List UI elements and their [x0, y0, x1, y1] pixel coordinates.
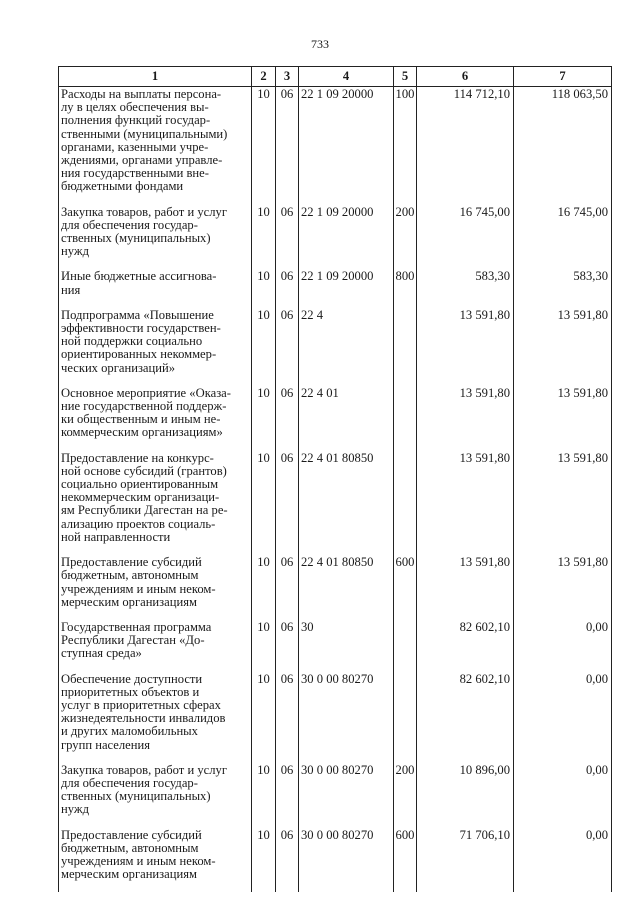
spacer-cell	[394, 609, 417, 620]
table-row	[59, 620, 612, 661]
row-expense-type: 800	[394, 269, 417, 296]
row-target-article: 22 4	[299, 308, 394, 375]
spacer-cell	[394, 375, 417, 386]
row-expense-type: 200	[394, 763, 417, 817]
spacer-cell	[252, 297, 276, 308]
spacer-cell	[252, 258, 276, 269]
row-amount-2: 13 591,80	[514, 451, 612, 544]
row-name: Закупка товаров, работ и услуг для обеспечения государ- ственных (муниципальных) нужд	[59, 763, 252, 817]
header-col-2: 2	[252, 67, 276, 87]
row-name: Подпрограмма «Повышение эффективности государствен- ной поддержки социально ориентированных некоммер- ческих организаций»	[59, 308, 252, 375]
spacer-cell	[276, 297, 299, 308]
header-col-6: 6	[417, 67, 514, 87]
row-target-article: 22 1 09 20000	[299, 87, 394, 194]
row-target-article: 22 4 01	[299, 386, 394, 440]
spacer-cell	[394, 881, 417, 892]
spacer-cell	[417, 817, 514, 828]
page-number: 733	[311, 37, 329, 51]
row-section: 10	[252, 555, 276, 609]
table-header-row	[59, 67, 612, 87]
row-subsection: 06	[276, 386, 299, 440]
row-spacer	[59, 375, 612, 386]
row-section: 10	[252, 451, 276, 544]
row-name: Государственная программа Республики Дагестан «До- ступная среда»	[59, 620, 252, 661]
row-amount-2: 0,00	[514, 672, 612, 752]
row-spacer	[59, 258, 612, 269]
spacer-cell	[299, 258, 394, 269]
spacer-cell	[59, 609, 252, 620]
row-amount-2: 583,30	[514, 269, 612, 296]
spacer-cell	[276, 752, 299, 763]
spacer-cell	[252, 881, 276, 892]
row-expense-type	[394, 451, 417, 544]
spacer-cell	[417, 544, 514, 555]
row-amount-1: 82 602,10	[417, 620, 514, 661]
row-amount-1: 13 591,80	[417, 555, 514, 609]
spacer-cell	[417, 258, 514, 269]
spacer-cell	[394, 817, 417, 828]
budget-table	[58, 66, 612, 892]
row-section: 10	[252, 205, 276, 259]
row-amount-2: 16 745,00	[514, 205, 612, 259]
row-name: Предоставление на конкурс- ной основе субсидий (грантов) социально ориентированным некоммерческим организаци- ям Республики Дагестан на ре- ализацию проектов социаль- ной направленности	[59, 451, 252, 544]
spacer-cell	[276, 544, 299, 555]
row-name: Обеспечение доступности приоритетных объектов и услуг в приоритетных сферах жизнедеятельности инвалидов и других маломобильных групп населения	[59, 672, 252, 752]
spacer-cell	[514, 609, 612, 620]
header-col-4: 4	[299, 67, 394, 87]
spacer-cell	[276, 881, 299, 892]
row-spacer	[59, 752, 612, 763]
row-spacer	[59, 881, 612, 892]
row-section: 10	[252, 269, 276, 296]
row-section: 10	[252, 763, 276, 817]
row-target-article: 30 0 00 80270	[299, 763, 394, 817]
row-target-article: 30 0 00 80270	[299, 672, 394, 752]
row-amount-2: 13 591,80	[514, 386, 612, 440]
row-amount-1: 82 602,10	[417, 672, 514, 752]
row-spacer	[59, 661, 612, 672]
spacer-cell	[514, 544, 612, 555]
spacer-cell	[514, 752, 612, 763]
spacer-cell	[299, 440, 394, 451]
spacer-cell	[514, 375, 612, 386]
spacer-cell	[59, 375, 252, 386]
spacer-cell	[394, 258, 417, 269]
row-expense-type: 200	[394, 205, 417, 259]
spacer-cell	[252, 440, 276, 451]
spacer-cell	[252, 375, 276, 386]
row-subsection: 06	[276, 87, 299, 194]
spacer-cell	[299, 375, 394, 386]
spacer-cell	[252, 752, 276, 763]
row-subsection: 06	[276, 269, 299, 296]
row-expense-type: 600	[394, 828, 417, 882]
row-subsection: 06	[276, 620, 299, 661]
row-amount-1: 13 591,80	[417, 386, 514, 440]
spacer-cell	[299, 817, 394, 828]
row-amount-1: 16 745,00	[417, 205, 514, 259]
table-row	[59, 828, 612, 882]
row-amount-1: 13 591,80	[417, 308, 514, 375]
spacer-cell	[299, 881, 394, 892]
row-section: 10	[252, 386, 276, 440]
row-expense-type: 100	[394, 87, 417, 194]
row-subsection: 06	[276, 205, 299, 259]
spacer-cell	[514, 661, 612, 672]
row-amount-1: 114 712,10	[417, 87, 514, 194]
spacer-cell	[59, 817, 252, 828]
row-target-article: 22 4 01 80850	[299, 451, 394, 544]
row-expense-type	[394, 620, 417, 661]
row-name: Расходы на выплаты персона- лу в целях обеспечения вы- полнения функций государ- ственными (муниципальными) органами, казенными учре- ждениями, органами управле- ния государственными вне- бюджетными фондами	[59, 87, 252, 194]
spacer-cell	[394, 440, 417, 451]
table-row	[59, 555, 612, 609]
table-row	[59, 386, 612, 440]
spacer-cell	[299, 544, 394, 555]
row-spacer	[59, 817, 612, 828]
table-row	[59, 763, 612, 817]
spacer-cell	[59, 661, 252, 672]
row-target-article: 22 1 09 20000	[299, 269, 394, 296]
spacer-cell	[417, 661, 514, 672]
row-amount-1: 583,30	[417, 269, 514, 296]
row-subsection: 06	[276, 672, 299, 752]
row-subsection: 06	[276, 828, 299, 882]
row-amount-2: 13 591,80	[514, 308, 612, 375]
row-amount-1: 10 896,00	[417, 763, 514, 817]
row-amount-1: 13 591,80	[417, 451, 514, 544]
spacer-cell	[417, 194, 514, 205]
row-section: 10	[252, 828, 276, 882]
row-amount-2: 0,00	[514, 763, 612, 817]
row-name: Предоставление субсидий бюджетным, автономным учреждениям и иным неком- мерческим организациям	[59, 828, 252, 882]
spacer-cell	[299, 297, 394, 308]
table-body	[59, 87, 612, 893]
spacer-cell	[276, 661, 299, 672]
row-amount-1: 71 706,10	[417, 828, 514, 882]
spacer-cell	[394, 752, 417, 763]
spacer-cell	[276, 609, 299, 620]
spacer-cell	[59, 440, 252, 451]
row-section: 10	[252, 308, 276, 375]
row-subsection: 06	[276, 308, 299, 375]
row-section: 10	[252, 672, 276, 752]
spacer-cell	[276, 817, 299, 828]
row-subsection: 06	[276, 555, 299, 609]
row-amount-2: 118 063,50	[514, 87, 612, 194]
table-row	[59, 672, 612, 752]
row-expense-type	[394, 672, 417, 752]
spacer-cell	[417, 881, 514, 892]
spacer-cell	[394, 194, 417, 205]
spacer-cell	[394, 661, 417, 672]
spacer-cell	[514, 440, 612, 451]
spacer-cell	[299, 194, 394, 205]
spacer-cell	[514, 258, 612, 269]
spacer-cell	[59, 544, 252, 555]
spacer-cell	[252, 609, 276, 620]
row-name: Иные бюджетные ассигнова- ния	[59, 269, 252, 296]
spacer-cell	[276, 258, 299, 269]
spacer-cell	[59, 258, 252, 269]
row-target-article: 22 1 09 20000	[299, 205, 394, 259]
row-subsection: 06	[276, 763, 299, 817]
row-expense-type: 600	[394, 555, 417, 609]
spacer-cell	[417, 609, 514, 620]
spacer-cell	[252, 544, 276, 555]
spacer-cell	[394, 544, 417, 555]
table-row	[59, 205, 612, 259]
table-row	[59, 308, 612, 375]
row-target-article: 30 0 00 80270	[299, 828, 394, 882]
spacer-cell	[59, 297, 252, 308]
row-spacer	[59, 194, 612, 205]
header-col-7: 7	[514, 67, 612, 87]
header-col-5: 5	[394, 67, 417, 87]
row-amount-2: 13 591,80	[514, 555, 612, 609]
spacer-cell	[252, 661, 276, 672]
spacer-cell	[514, 881, 612, 892]
row-subsection: 06	[276, 451, 299, 544]
row-section: 10	[252, 620, 276, 661]
spacer-cell	[276, 375, 299, 386]
spacer-cell	[252, 817, 276, 828]
spacer-cell	[276, 194, 299, 205]
row-spacer	[59, 609, 612, 620]
spacer-cell	[417, 440, 514, 451]
spacer-cell	[514, 297, 612, 308]
spacer-cell	[417, 752, 514, 763]
spacer-cell	[514, 817, 612, 828]
spacer-cell	[299, 752, 394, 763]
spacer-cell	[276, 440, 299, 451]
row-amount-2: 0,00	[514, 620, 612, 661]
header-col-1: 1	[59, 67, 252, 87]
row-section: 10	[252, 87, 276, 194]
header-col-3: 3	[276, 67, 299, 87]
spacer-cell	[299, 609, 394, 620]
table-row	[59, 451, 612, 544]
row-target-article: 30	[299, 620, 394, 661]
spacer-cell	[417, 297, 514, 308]
row-name: Закупка товаров, работ и услуг для обеспечения государ- ственных (муниципальных) нужд	[59, 205, 252, 259]
spacer-cell	[252, 194, 276, 205]
spacer-cell	[417, 375, 514, 386]
row-expense-type	[394, 308, 417, 375]
spacer-cell	[514, 194, 612, 205]
row-spacer	[59, 297, 612, 308]
spacer-cell	[394, 297, 417, 308]
row-name: Основное мероприятие «Оказа- ние государственной поддерж- ки общественным и иным не- коммерческим организациям»	[59, 386, 252, 440]
spacer-cell	[59, 752, 252, 763]
row-target-article: 22 4 01 80850	[299, 555, 394, 609]
table-row	[59, 269, 612, 296]
spacer-cell	[59, 881, 252, 892]
table-row	[59, 87, 612, 194]
row-expense-type	[394, 386, 417, 440]
spacer-cell	[299, 661, 394, 672]
spacer-cell	[59, 194, 252, 205]
row-name: Предоставление субсидий бюджетным, автономным учреждениям и иным неком- мерческим организациям	[59, 555, 252, 609]
row-spacer	[59, 544, 612, 555]
row-amount-2: 0,00	[514, 828, 612, 882]
row-spacer	[59, 440, 612, 451]
